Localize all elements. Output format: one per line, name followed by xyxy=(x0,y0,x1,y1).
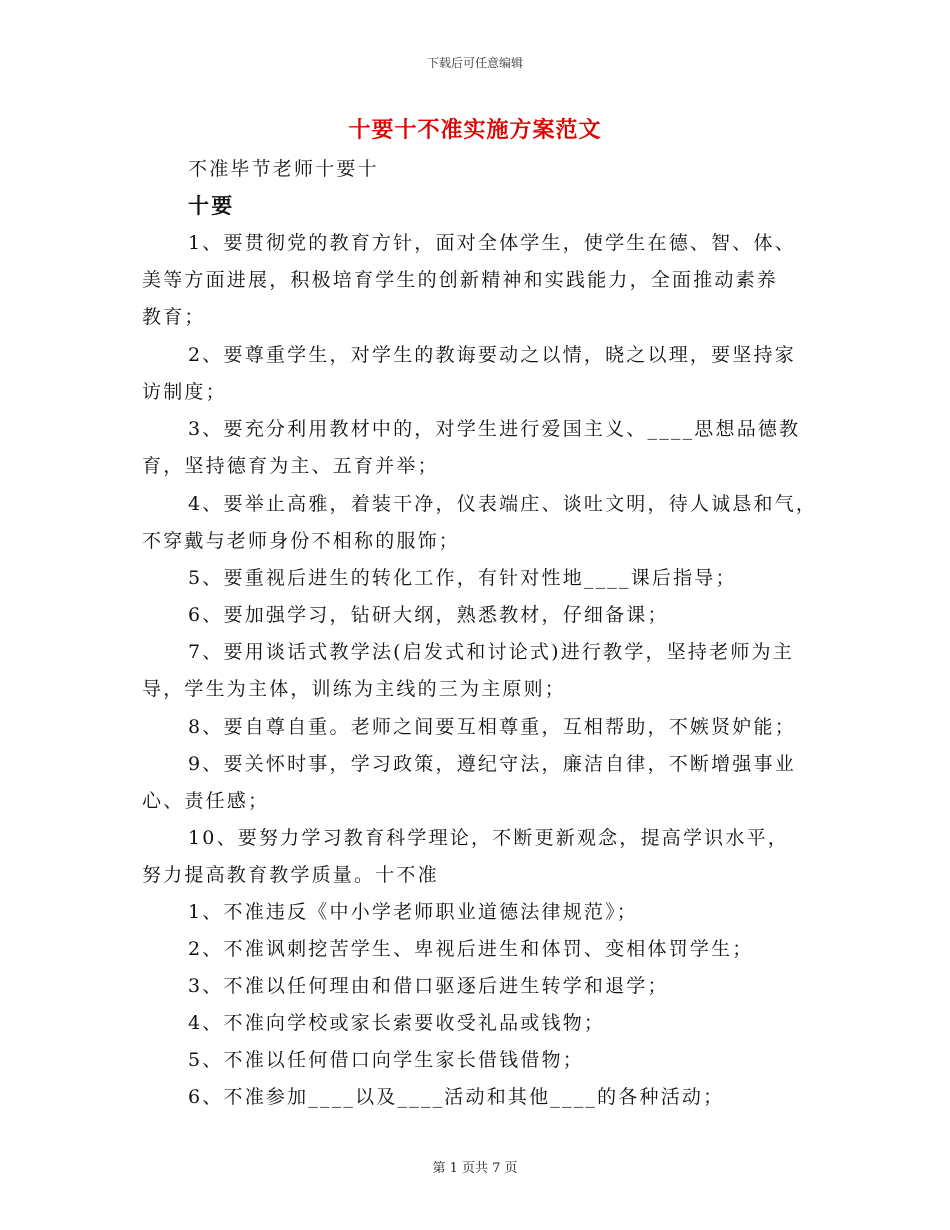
paragraph-line: 9、要关怀时事，学习政策，遵纪守法，廉洁自律，不断增强事业 xyxy=(188,753,796,775)
paragraph-line: 努力提高教育教学质量。十不准 xyxy=(142,864,439,886)
paragraph-line: 1、不准违反《中小学老师职业道德法律规范》； xyxy=(188,901,638,923)
paragraph-line: 6、要加强学习，钻研大纲，熟悉教材，仔细备课； xyxy=(188,604,669,626)
paragraph-line: 6、不准参加____以及____活动和其他____的各种活动； xyxy=(188,1086,725,1108)
section-heading: 十要 xyxy=(188,193,235,218)
paragraph-line: 8、要自尊自重。老师之间要互相尊重，互相帮助，不嫉贤妒能； xyxy=(188,716,796,738)
paragraph-line: 5、不准以任何借口向学生家长借钱借物； xyxy=(188,1049,584,1071)
header-note: 下载后可任意编辑 xyxy=(426,56,523,70)
paragraph-line: 2、要尊重学生，对学生的教诲要动之以情，晓之以理，要坚持家 xyxy=(188,344,796,366)
paragraph-line: 美等方面进展，积极培育学生的创新精神和实践能力，全面推动素养 xyxy=(142,269,779,291)
paragraph-line: 4、不准向学校或家长索要收受礼品或钱物； xyxy=(188,1012,606,1034)
subtitle-line: 不准毕节老师十要十 xyxy=(188,158,379,180)
paragraph-line: 1、要贯彻党的教育方针，面对全体学生，使学生在德、智、体、 xyxy=(188,232,796,254)
paragraph-line: 10、要努力学习教育科学理论，不断更新观念，提高学识水平， xyxy=(188,827,789,849)
paragraph-line: 5、要重视后进生的转化工作，有针对性地____课后指导； xyxy=(188,567,737,589)
paragraph-line: 育，坚持德育为主、五育并举； xyxy=(142,455,439,477)
paragraph-line: 不穿戴与老师身份不相称的服饰； xyxy=(142,530,461,552)
document-title: 十要十不准实施方案范文 xyxy=(348,117,602,143)
paragraph-line: 导，学生为主体，训练为主线的三为主原则； xyxy=(142,678,567,700)
paragraph-line: 访制度； xyxy=(142,381,227,403)
paragraph-line: 3、要充分利用教材中的，对学生进行爱国主义、____思想品德教 xyxy=(188,418,801,440)
paragraph-line: 7、要用谈话式教学法(启发式和讨论式)进行教学，坚持老师为主 xyxy=(188,641,794,663)
paragraph-line: 教育； xyxy=(142,306,206,328)
paragraph-line: 2、不准讽刺挖苦学生、卑视后进生和体罚、变相体罚学生； xyxy=(188,938,754,960)
page-footer: 第 1 页共 7 页 xyxy=(432,1161,518,1176)
paragraph-line: 心、责任感； xyxy=(142,790,270,812)
paragraph-line: 3、不准以任何理由和借口驱逐后进生转学和退学； xyxy=(188,975,669,997)
paragraph-line: 4、要举止高雅，着装干净，仪表端庄、谈吐文明，待人诚恳和气， xyxy=(188,493,818,515)
